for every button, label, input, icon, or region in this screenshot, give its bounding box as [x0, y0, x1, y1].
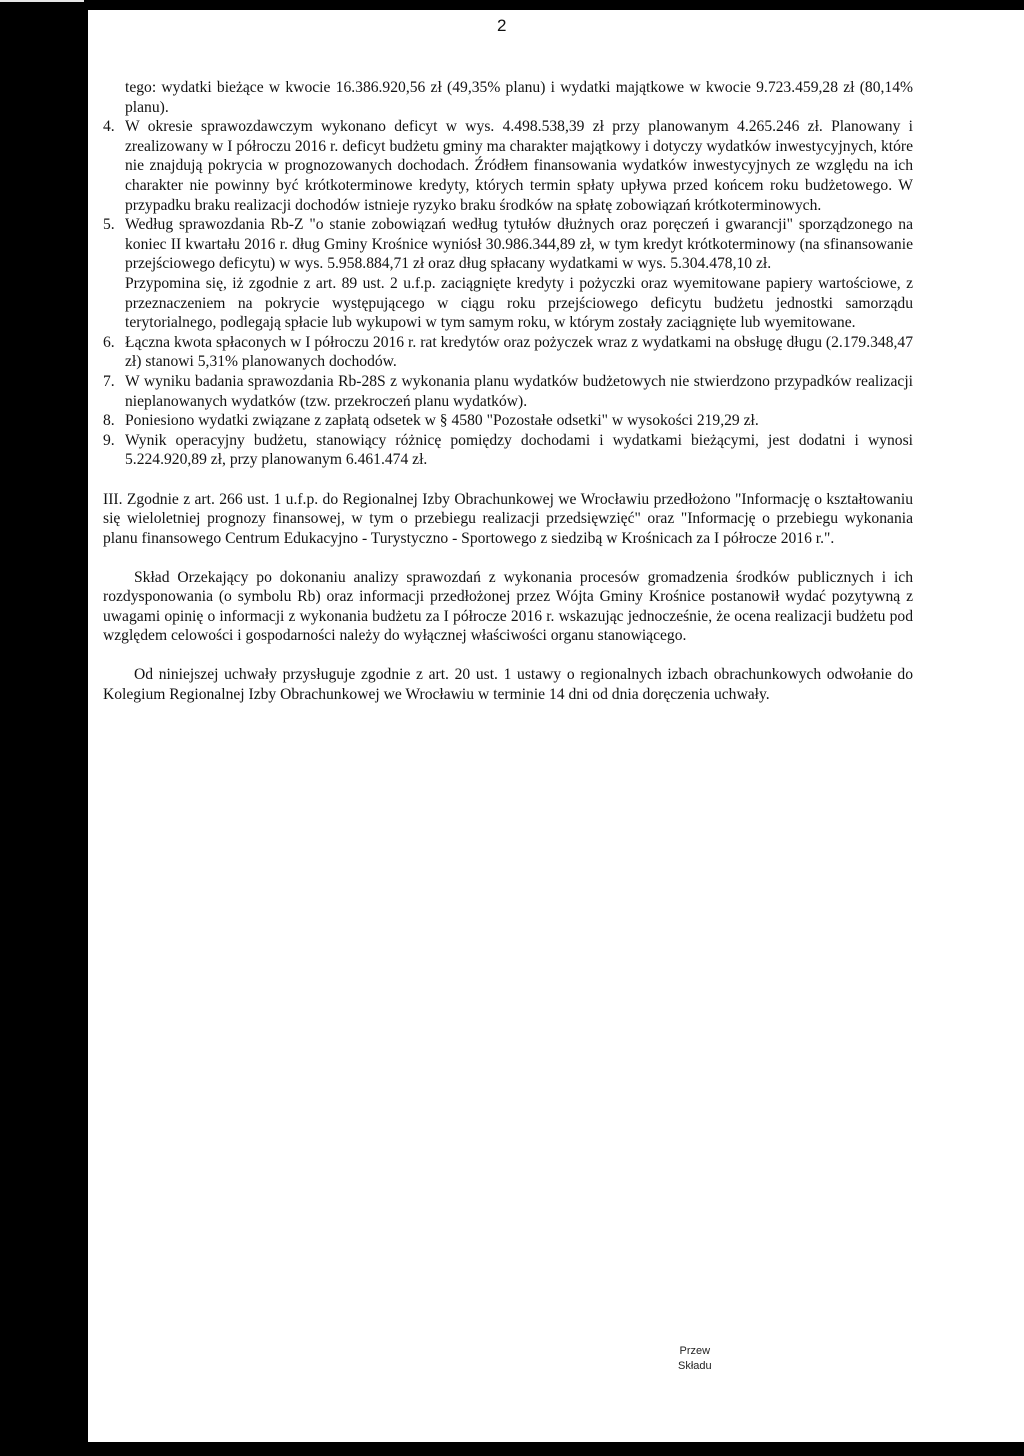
list-item [103, 215, 913, 274]
item-text: W wyniku badania sprawozdania Rb-28S z wykonania planu wydatków budżetowych nie stwierdzono przypadków realizacji nieplanowanych wydatków (tzw. przekroczeń planu wydatków). [125, 372, 913, 410]
signature-block [678, 1344, 712, 1374]
item-extra-text: Przypomina się, iż zgodnie z art. 89 ust. 2 u.f.p. zaciągnięte kredyty i pożyczki oraz wyemitowane papiery wartościowe, z przeznaczeniem na pokrycie występującego w ciągu roku przejściowego deficytu budżetu jednostki samorządu terytorialnego, podlegają spłacie lub wykupowi w tym samym roku, w którym zostały zaciągnięte lub wyemitowane. [125, 274, 913, 332]
item-text: Łączna kwota spłaconych w I półroczu 2016 r. rat kredytów oraz pożyczek wraz z wydatkami na obsługę długu (2.179.348,47 zł) stanowi 5,31% planowanych dochodów. [125, 333, 913, 371]
item-text: Wynik operacyjny budżetu, stanowiący różnicę pomiędzy dochodami i wydatkami bieżącymi, jest dodatni i wynosi 5.224.920,89 zł, przy planowanym 6.461.474 zł. [125, 431, 913, 469]
signature-line-1: Przew [679, 1345, 711, 1357]
signature-line-2: Składu [678, 1360, 712, 1372]
item-text: W okresie sprawozdawczym wykonano deficyt w wys. 4.498.538,39 zł przy planowanym 4.265.246 zł. Planowany i zrealizowany w I półroczu 2016 r. deficyt budżetu gminy ma charakter majątkowy i dotyczy wydatków inwestycyjnych, które nie znajdują pokrycia w prognozowanych dochodach. Źródłem finansowania wydatków inwestycyjnych ze względu na ich charakter nie powinny być krótkoterminowe kredyty, których termin spłaty upływa przed końcem roku budżetowego. W przypadku braku realizacji dochodów istnieje ryzyko braku środków na spłatę zobowiązań krótkoterminowych. [125, 118, 913, 214]
opinion-paragraph: Skład Orzekający po dokonaniu analizy sprawozdań z wykonania procesów gromadzenia środków publicznych i ich rozdysponowania (o symbolu Rb) oraz informacji przedłożonej przez Wójta Gminy Krośnice postanowił wydać pozytywną z uwagami opinię o informacji z wykonania budżetu za I półrocze 2016 r. wskazując jednocześnie, że ocena realizacji budżetu pod względem celowości i gospodarności należy do wyłącznej właściwości organu stanowiącego. [103, 568, 913, 645]
section-iii: III. Zgodnie z art. 266 ust. 1 u.f.p. do Regionalnej Izby Obrachunkowej we Wrocławiu przedłożono "Informację o kształtowaniu się wieloletniej prognozy finansowej, w tym o przebiegu realizacji przedsięwzięć" oraz "Informację o przebiegu wykonania planu finansowego Centrum Edukacyjno - Turystyczno - Sportowego z siedzibą w Krośnicach za I półrocze 2016 r.". [103, 490, 913, 548]
appeal-paragraph: Od niniejszej uchwały przysługuje zgodnie z art. 20 ust. 1 ustawy o regionalnych izbach obrachunkowych odwołanie do Kolegium Regionalnej Izby Obrachunkowej we Wrocławiu w terminie 14 dni od dnia doręczenia uchwały. [103, 666, 913, 703]
list-item [103, 333, 913, 372]
list-item [103, 372, 913, 411]
page-number: 2 [497, 16, 507, 35]
item-number: 9. [103, 431, 115, 449]
list-item [103, 117, 913, 215]
list-item [103, 411, 913, 431]
item-number: 5. [103, 216, 115, 234]
item-number: 7. [103, 372, 115, 390]
item-text: Według sprawozdania Rb-Z "o stanie zobowiązań według tytułów dłużnych oraz poręczeń i gwarancji" sporządzonego na koniec II kwartału 2016 r. dług Gminy Krośnice wyniósł 30.986.344,89 zł, w tym kredyt krótkoterminowy (na sfinansowanie przejściowego deficytu) w wys. 5.958.884,71 zł oraz dług spłacany wydatkami w wys. 5.304.478,10 zł. [125, 216, 913, 273]
item-number: 6. [103, 333, 115, 351]
list-item [103, 431, 913, 470]
item-text: Poniesiono wydatki związane z zapłatą odsetek w § 4580 "Pozostałe odsetki" w wysokości 219,29 zł. [125, 412, 759, 430]
scan-edge [0, 0, 84, 2]
item-number: 8. [103, 412, 115, 430]
intro-text: tego: wydatki bieżące w kwocie 16.386.920,56 zł (49,35% planu) i wydatki majątkowe w kwocie 9.723.459,28 zł (80,14% planu). [125, 79, 913, 116]
item-number: 4. [103, 118, 115, 136]
document-body [103, 78, 913, 704]
